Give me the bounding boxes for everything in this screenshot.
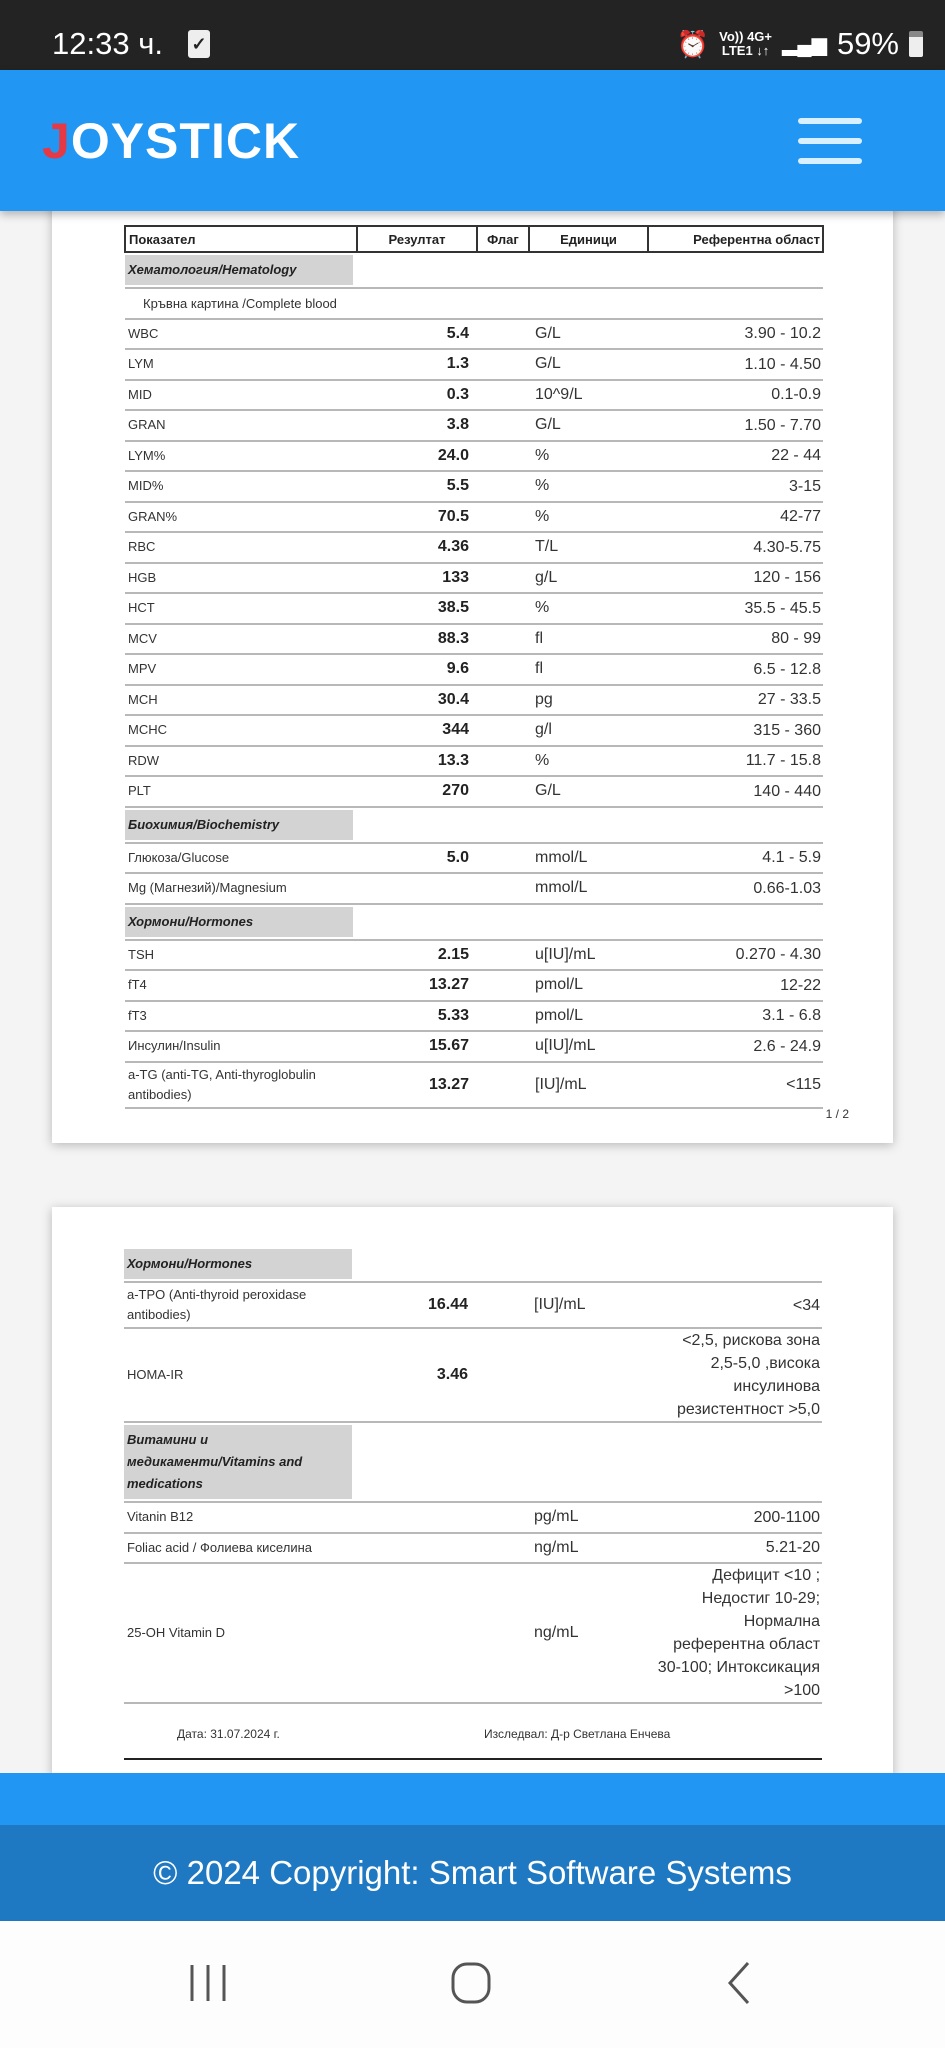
section-header-row bbox=[125, 807, 823, 843]
table-row bbox=[125, 940, 823, 971]
result-value bbox=[357, 873, 477, 904]
result-value: 38.5 bbox=[357, 593, 477, 624]
flag-cell bbox=[477, 776, 529, 807]
col-header-flag: Флаг bbox=[477, 226, 529, 252]
flag-cell bbox=[477, 563, 529, 594]
unit-value: pg bbox=[529, 685, 648, 716]
logo[interactable] bbox=[42, 112, 300, 170]
table-row bbox=[125, 970, 823, 1001]
unit-value: G/L bbox=[529, 776, 648, 807]
report-date: Дата: 31.07.2024 г. bbox=[177, 1727, 280, 1741]
indicator-name: MID bbox=[125, 380, 357, 411]
flag-cell bbox=[477, 654, 529, 685]
unit-value: fl bbox=[529, 654, 648, 685]
indicator-name: LYM bbox=[125, 349, 357, 380]
flag-cell bbox=[476, 1563, 528, 1703]
result-value: 2.15 bbox=[357, 940, 477, 971]
unit-value bbox=[528, 1328, 647, 1422]
flag-cell bbox=[477, 1001, 529, 1032]
indicator-name: Vitanin B12 bbox=[124, 1502, 356, 1533]
reference-range: 11.7 - 15.8 bbox=[648, 746, 823, 777]
flag-cell bbox=[476, 1282, 528, 1328]
indicator-name: RDW bbox=[125, 746, 357, 777]
signal-icon: ▂▄▆ bbox=[782, 33, 827, 56]
table-row bbox=[125, 1031, 823, 1062]
indicator-name: RBC bbox=[125, 532, 357, 563]
reference-range: 1.50 - 7.70 bbox=[648, 410, 823, 441]
unit-value: G/L bbox=[529, 319, 648, 350]
flag-cell bbox=[477, 319, 529, 350]
flag-cell bbox=[477, 624, 529, 655]
reference-range: 4.1 - 5.9 bbox=[648, 843, 823, 874]
result-value: 1.3 bbox=[357, 349, 477, 380]
indicator-name: a-TG (anti-TG, Anti-thyroglobulin antibodies) bbox=[125, 1062, 357, 1108]
reference-range: 0.1-0.9 bbox=[648, 380, 823, 411]
unit-value: [IU]/mL bbox=[529, 1062, 648, 1108]
indicator-name: MCH bbox=[125, 685, 357, 716]
indicator-name: HGB bbox=[125, 563, 357, 594]
flag-cell bbox=[477, 873, 529, 904]
table-row bbox=[125, 593, 823, 624]
battery-icon bbox=[909, 31, 923, 57]
table-row bbox=[125, 441, 823, 472]
reference-range: 140 - 440 bbox=[648, 776, 823, 807]
reference-range: 12-22 bbox=[648, 970, 823, 1001]
result-value: 70.5 bbox=[357, 502, 477, 533]
table-row bbox=[125, 1062, 823, 1108]
page-number: 1 / 2 bbox=[825, 1107, 849, 1121]
flag-cell bbox=[477, 502, 529, 533]
indicator-name: a-TPO (Anti-thyroid peroxidase antibodies) bbox=[124, 1282, 356, 1328]
table-row bbox=[125, 654, 823, 685]
table-row bbox=[125, 746, 823, 777]
indicator-name: LYM% bbox=[125, 441, 357, 472]
unit-value: mmol/L bbox=[529, 843, 648, 874]
reference-range: 2.6 - 24.9 bbox=[648, 1031, 823, 1062]
result-value: 344 bbox=[357, 715, 477, 746]
table-row bbox=[124, 1328, 822, 1422]
table-row bbox=[124, 1502, 822, 1533]
signature-divider bbox=[124, 1758, 822, 1760]
section-cell bbox=[125, 252, 823, 288]
section-cell bbox=[125, 904, 823, 940]
table-row bbox=[124, 1282, 822, 1328]
unit-value: % bbox=[529, 441, 648, 472]
reference-range: 22 - 44 bbox=[648, 441, 823, 472]
section-cell bbox=[124, 1422, 822, 1502]
flag-cell bbox=[477, 349, 529, 380]
unit-value: % bbox=[529, 746, 648, 777]
unit-value: T/L bbox=[529, 532, 648, 563]
subsection-row bbox=[125, 288, 823, 319]
indicator-name: TSH bbox=[125, 940, 357, 971]
unit-value: % bbox=[529, 471, 648, 502]
result-value: 3.8 bbox=[357, 410, 477, 441]
table-row bbox=[125, 349, 823, 380]
report-page-2 bbox=[52, 1207, 893, 1777]
table-row bbox=[125, 410, 823, 441]
result-value: 9.6 bbox=[357, 654, 477, 685]
reference-range: 3.90 - 10.2 bbox=[648, 319, 823, 350]
col-header-indicator: Показател bbox=[125, 226, 357, 252]
section-title: Хормони/Hormones bbox=[124, 1249, 352, 1279]
result-value bbox=[356, 1533, 476, 1564]
reference-range: 6.5 - 12.8 bbox=[648, 654, 823, 685]
result-value bbox=[356, 1563, 476, 1703]
reference-range: 35.5 - 45.5 bbox=[648, 593, 823, 624]
section-header-row bbox=[125, 252, 823, 288]
col-header-reference: Референтна област bbox=[648, 226, 823, 252]
unit-value: G/L bbox=[529, 349, 648, 380]
table-row bbox=[125, 319, 823, 350]
flag-cell bbox=[477, 843, 529, 874]
flag-cell bbox=[477, 441, 529, 472]
unit-value: 10^9/L bbox=[529, 380, 648, 411]
flag-cell bbox=[477, 746, 529, 777]
flag-cell bbox=[477, 715, 529, 746]
section-cell bbox=[125, 807, 823, 843]
result-value: 0.3 bbox=[357, 380, 477, 411]
report-page-1 bbox=[52, 200, 893, 1143]
status-bar bbox=[0, 0, 945, 70]
battery-level: 59% bbox=[836, 26, 899, 61]
indicator-name: HOMA-IR bbox=[124, 1328, 356, 1422]
col-header-units: Единици bbox=[529, 226, 648, 252]
indicator-name: fT3 bbox=[125, 1001, 357, 1032]
flag-cell bbox=[477, 471, 529, 502]
unit-value: % bbox=[529, 502, 648, 533]
android-nav-bar bbox=[0, 1921, 945, 2048]
indicator-name: PLT bbox=[125, 776, 357, 807]
result-value: 24.0 bbox=[357, 441, 477, 472]
table-row bbox=[125, 380, 823, 411]
indicator-name: MID% bbox=[125, 471, 357, 502]
flag-cell bbox=[477, 593, 529, 624]
table-row bbox=[125, 563, 823, 594]
indicator-name: Foliac acid / Фолиева киселина bbox=[124, 1533, 356, 1564]
table-row bbox=[125, 471, 823, 502]
flag-cell bbox=[477, 410, 529, 441]
unit-value: g/l bbox=[529, 715, 648, 746]
table-row bbox=[124, 1563, 822, 1703]
copyright-text: © 2024 Copyright: Smart Software Systems bbox=[153, 1854, 792, 1891]
section-title: Хормони/Hormones bbox=[125, 907, 353, 937]
reference-range: 27 - 33.5 bbox=[648, 685, 823, 716]
logo-rest: OYSTICK bbox=[70, 113, 301, 169]
flag-cell bbox=[477, 970, 529, 1001]
unit-value: mmol/L bbox=[529, 873, 648, 904]
footer-top-band bbox=[0, 1773, 945, 1825]
indicator-name: WBC bbox=[125, 319, 357, 350]
reference-range: 5.21-20 bbox=[647, 1533, 822, 1564]
footer bbox=[0, 1825, 945, 1921]
reference-range: 4.30-5.75 bbox=[648, 532, 823, 563]
network-top: Vo)) 4G+ bbox=[719, 29, 773, 44]
unit-value: u[IU]/mL bbox=[529, 940, 648, 971]
reference-range: <2,5, рискова зона 2,5-5,0 ,висока инсулинова резистентност >5,0 bbox=[647, 1328, 822, 1422]
unit-value: G/L bbox=[529, 410, 648, 441]
reference-range: 3.1 - 6.8 bbox=[648, 1001, 823, 1032]
unit-value: g/L bbox=[529, 563, 648, 594]
flag-cell bbox=[476, 1533, 528, 1564]
indicator-name: MCV bbox=[125, 624, 357, 655]
indicator-name: GRAN bbox=[125, 410, 357, 441]
app-header bbox=[0, 70, 945, 211]
home-icon[interactable] bbox=[450, 1961, 494, 2005]
back-icon[interactable] bbox=[724, 1961, 754, 2005]
col-header-result: Резултат bbox=[357, 226, 477, 252]
unit-value: u[IU]/mL bbox=[529, 1031, 648, 1062]
flag-cell bbox=[477, 380, 529, 411]
indicator-name: MCHC bbox=[125, 715, 357, 746]
section-title: Хематология/Hematology bbox=[125, 255, 353, 285]
result-value: 30.4 bbox=[357, 685, 477, 716]
indicator-name: fT4 bbox=[125, 970, 357, 1001]
alarm-icon: ⏰ bbox=[676, 28, 710, 59]
result-value: 5.4 bbox=[357, 319, 477, 350]
report-examiner: Изследвал: Д-р Светлана Енчева bbox=[484, 1727, 671, 1741]
unit-value: ng/mL bbox=[528, 1533, 647, 1564]
unit-value: fl bbox=[529, 624, 648, 655]
section-cell bbox=[124, 1247, 822, 1282]
indicator-name: 25-OH Vitamin D bbox=[124, 1563, 356, 1703]
result-value: 13.27 bbox=[357, 1062, 477, 1108]
unit-value: % bbox=[529, 593, 648, 624]
section-header-row bbox=[124, 1422, 822, 1502]
result-value: 16.44 bbox=[356, 1282, 476, 1328]
unit-value: pmol/L bbox=[529, 1001, 648, 1032]
section-header-row bbox=[124, 1247, 822, 1282]
result-value: 88.3 bbox=[357, 624, 477, 655]
flag-cell bbox=[477, 532, 529, 563]
flag-cell bbox=[477, 685, 529, 716]
table-header-row bbox=[125, 226, 823, 252]
table-row bbox=[124, 1533, 822, 1564]
result-value: 133 bbox=[357, 563, 477, 594]
recent-apps-icon[interactable] bbox=[188, 1961, 232, 2005]
table-row bbox=[125, 624, 823, 655]
unit-value: pmol/L bbox=[529, 970, 648, 1001]
result-value bbox=[356, 1502, 476, 1533]
result-value: 5.5 bbox=[357, 471, 477, 502]
unit-value: pg/mL bbox=[528, 1502, 647, 1533]
indicator-name: Инсулин/Insulin bbox=[125, 1031, 357, 1062]
table-row bbox=[125, 1001, 823, 1032]
reference-range: 3-15 bbox=[648, 471, 823, 502]
unit-value: ng/mL bbox=[528, 1563, 647, 1703]
table-row bbox=[125, 843, 823, 874]
reference-range: <34 bbox=[647, 1282, 822, 1328]
section-header-row bbox=[125, 904, 823, 940]
reference-range: <115 bbox=[648, 1062, 823, 1108]
flag-cell bbox=[477, 1062, 529, 1108]
reference-range: 80 - 99 bbox=[648, 624, 823, 655]
flag-cell bbox=[477, 940, 529, 971]
results-table-page-1 bbox=[124, 225, 824, 1109]
table-row bbox=[125, 502, 823, 533]
indicator-name: Mg (Магнезий)/Magnesium bbox=[125, 873, 357, 904]
reference-range: 1.10 - 4.50 bbox=[648, 349, 823, 380]
reference-range: 42-77 bbox=[648, 502, 823, 533]
logo-j: J bbox=[42, 113, 71, 169]
result-value: 4.36 bbox=[357, 532, 477, 563]
reference-range: 0.270 - 4.30 bbox=[648, 940, 823, 971]
table-row bbox=[125, 776, 823, 807]
result-value: 5.33 bbox=[357, 1001, 477, 1032]
flag-cell bbox=[476, 1502, 528, 1533]
result-value: 13.27 bbox=[357, 970, 477, 1001]
reference-range: 315 - 360 bbox=[648, 715, 823, 746]
reference-range: 0.66-1.03 bbox=[648, 873, 823, 904]
indicator-name: GRAN% bbox=[125, 502, 357, 533]
status-time: 12:33 ч. bbox=[52, 26, 163, 61]
subsection-title: Кръвна картина /Complete blood bbox=[125, 288, 823, 319]
unit-value: [IU]/mL bbox=[528, 1282, 647, 1328]
reference-range: 120 - 156 bbox=[648, 563, 823, 594]
results-table-page-2 bbox=[124, 1247, 822, 1704]
indicator-name: Глюкоза/Glucose bbox=[125, 843, 357, 874]
flag-cell bbox=[476, 1328, 528, 1422]
checkbox-notification-icon: ✓ bbox=[188, 30, 210, 58]
reference-range: 200-1100 bbox=[647, 1502, 822, 1533]
table-row bbox=[125, 873, 823, 904]
result-value: 3.46 bbox=[356, 1328, 476, 1422]
flag-cell bbox=[477, 1031, 529, 1062]
result-value: 15.67 bbox=[357, 1031, 477, 1062]
network-bottom: LTE1 ↓↑ bbox=[721, 43, 770, 58]
reference-range: Дефицит <10 ; Недостиг 10-29; Нормална референтна област 30-100; Интоксикация >100 bbox=[647, 1563, 822, 1703]
result-value: 13.3 bbox=[357, 746, 477, 777]
indicator-name: HCT bbox=[125, 593, 357, 624]
result-value: 5.0 bbox=[357, 843, 477, 874]
section-title: Биохимия/Biochemistry bbox=[125, 810, 353, 840]
table-row bbox=[125, 715, 823, 746]
indicator-name: MPV bbox=[125, 654, 357, 685]
result-value: 270 bbox=[357, 776, 477, 807]
hamburger-menu-icon[interactable] bbox=[798, 118, 864, 164]
table-row bbox=[125, 685, 823, 716]
section-title: Витамини и медикаменти/Vitamins and medications bbox=[124, 1425, 352, 1499]
table-row bbox=[125, 532, 823, 563]
